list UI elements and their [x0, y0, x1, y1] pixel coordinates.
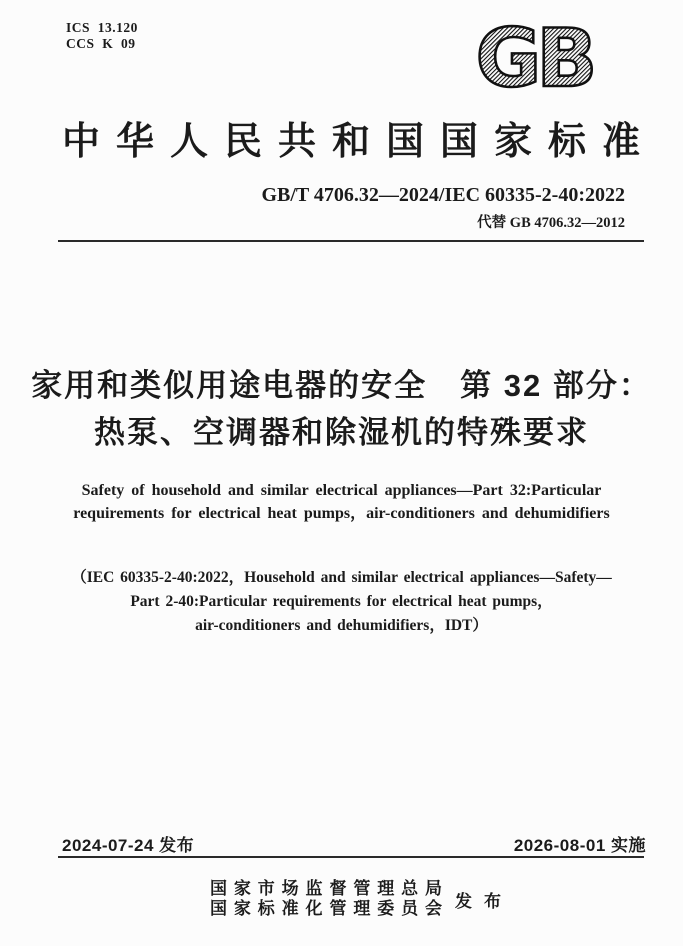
title-chinese-line2: 热泵、空调器和除湿机的特殊要求: [94, 415, 589, 450]
ccs-code: CCS K 09: [66, 36, 136, 51]
footer-divider-line: [58, 856, 644, 858]
title-english-line1: Safety of household and similar electrical appliances—Part 32:Particular: [81, 482, 602, 499]
publisher-line2: 国家标准化管理委员会: [210, 898, 442, 918]
issue-date: 2024-07-24 发布: [62, 836, 195, 855]
iec-note-line3: air-conditioners and dehumidifiers，IDT）: [195, 617, 488, 634]
publisher-names: [210, 879, 442, 918]
gb-logo: [466, 22, 602, 98]
national-standard-heading: 中华人民共和国国家标准: [62, 121, 640, 163]
title-english-line2: requirements for electrical heat pumps，air-conditioners and dehumidifiers: [73, 505, 610, 522]
classification-codes: [66, 20, 138, 52]
title-chinese-line1: 家用和类似用途电器的安全 第 32 部分：: [31, 368, 652, 403]
publish-label: 发布: [455, 892, 513, 911]
publisher-block: [210, 879, 513, 918]
iec-adoption-note: [0, 566, 683, 638]
iec-note-line1: （IEC 60335-2-40:2022，Household and similar electrical appliances—Safety—: [71, 569, 612, 586]
standard-number: GB/T 4706.32—2024/IEC 60335-2-40:2022: [261, 184, 625, 206]
dates-row: [62, 831, 646, 856]
publisher-line1: 国家市场监督管理总局: [210, 879, 442, 898]
header-divider-line: [58, 240, 644, 242]
title-chinese: [0, 362, 683, 456]
implementation-date: 2026-08-01 实施: [513, 836, 646, 855]
ics-code: ICS 13.120: [66, 20, 138, 35]
iec-note-line2: Part 2-40:Particular requirements for electrical heat pumps，: [130, 593, 553, 610]
replaces-note: 代替 GB 4706.32—2012: [477, 215, 625, 231]
title-english: [0, 479, 683, 525]
gb-logo-text: GB: [475, 22, 593, 98]
